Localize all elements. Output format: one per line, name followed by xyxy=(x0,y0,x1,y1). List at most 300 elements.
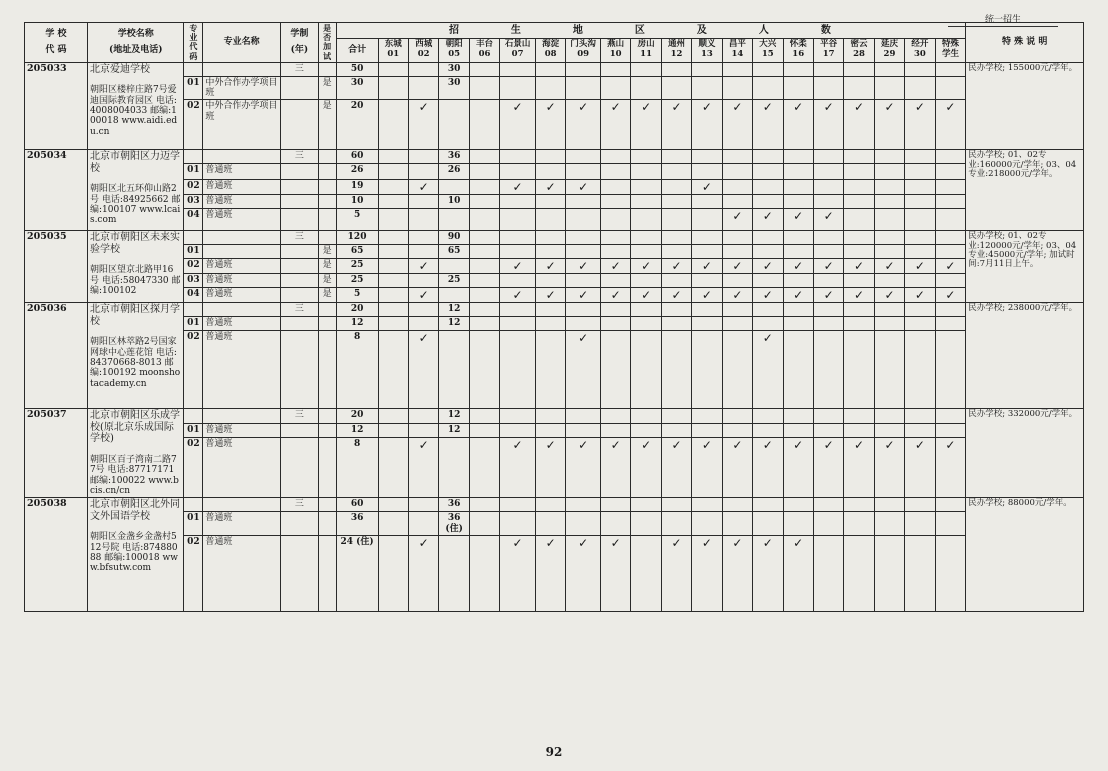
major-name: 普通班 xyxy=(203,164,281,180)
region-cell: 25 xyxy=(439,274,469,288)
region-cell xyxy=(378,437,408,498)
region-cell xyxy=(874,498,904,512)
major-name: 普通班 xyxy=(203,288,281,303)
check-mark-icon: ✓ xyxy=(600,437,630,498)
major-code: 02 xyxy=(184,536,203,612)
region-cell xyxy=(874,331,904,409)
region-code: 16 xyxy=(792,49,805,60)
check-mark-icon: ✓ xyxy=(661,536,691,612)
region-cell xyxy=(935,536,966,612)
school-code: 205035 xyxy=(25,231,88,303)
extra-test-header xyxy=(318,23,336,63)
region-name: 燕山 xyxy=(607,39,625,50)
region-cell xyxy=(874,317,904,331)
region-cell: 10 xyxy=(439,195,469,209)
region-header xyxy=(535,38,565,62)
school-summary-row xyxy=(25,498,1084,512)
major-code xyxy=(184,498,203,512)
region-cell xyxy=(631,498,661,512)
region-cell xyxy=(408,195,438,209)
check-mark-icon: ✓ xyxy=(722,437,752,498)
region-name: 平谷 xyxy=(820,39,838,50)
major-row xyxy=(25,437,1084,498)
region-cell xyxy=(408,231,438,245)
region-cell xyxy=(813,303,843,317)
school-address: 朝阳区金盏乡金盏村512号院 电话:87488088 邮编:100018 www.bfsutw.com xyxy=(89,532,178,574)
duration xyxy=(281,512,319,536)
region-cell: 30 xyxy=(439,62,469,76)
region-cell xyxy=(935,76,966,100)
major-code: 01 xyxy=(184,245,203,259)
check-mark-icon: ✓ xyxy=(722,259,752,274)
major-code: 02 xyxy=(184,437,203,498)
region-cell xyxy=(378,423,408,437)
check-mark-icon: ✓ xyxy=(500,180,536,195)
region-cell xyxy=(535,164,565,180)
region-cell xyxy=(753,62,783,76)
table-body xyxy=(25,62,1084,611)
school-name: 北京市朝阳区乐成学校(原北京乐成国际学校) xyxy=(89,410,180,445)
check-mark-icon: ✓ xyxy=(935,259,966,274)
check-mark-icon: ✓ xyxy=(535,259,565,274)
special-notes: 民办学校; 01、02专业:120000元/学年; 03、04专业:45000元/学年; 加试时间:7月11日上午。 xyxy=(966,231,1084,303)
check-mark-icon: ✓ xyxy=(600,259,630,274)
region-cell xyxy=(844,62,874,76)
check-mark-icon: ✓ xyxy=(844,259,874,274)
check-mark-icon: ✓ xyxy=(600,100,630,150)
region-cell xyxy=(935,331,966,409)
check-mark-icon: ✓ xyxy=(905,259,935,274)
region-cell xyxy=(753,245,783,259)
region-cell xyxy=(631,409,661,423)
major-total: 65 xyxy=(336,245,378,259)
region-cell xyxy=(905,303,935,317)
region-cell xyxy=(566,209,601,231)
check-mark-icon: ✓ xyxy=(566,536,601,612)
extra-test: 是 xyxy=(318,76,336,100)
major-code: 04 xyxy=(184,209,203,231)
major-name xyxy=(203,245,281,259)
region-cell xyxy=(378,288,408,303)
region-cell xyxy=(935,164,966,180)
region-header xyxy=(661,38,691,62)
major-row xyxy=(25,100,1084,150)
region-cell xyxy=(813,76,843,100)
check-mark-icon: ✓ xyxy=(661,437,691,498)
region-cell xyxy=(722,331,752,409)
region-cell xyxy=(469,317,499,331)
region-cell xyxy=(813,164,843,180)
check-mark-icon: ✓ xyxy=(905,100,935,150)
school-code-header xyxy=(25,23,88,63)
region-cell xyxy=(753,317,783,331)
check-mark-icon: ✓ xyxy=(753,209,783,231)
major-row xyxy=(25,331,1084,409)
major-row xyxy=(25,245,1084,259)
check-mark-icon: ✓ xyxy=(905,288,935,303)
school-code: 205038 xyxy=(25,498,88,612)
region-cell xyxy=(905,512,935,536)
extra-test xyxy=(318,317,336,331)
region-cell xyxy=(500,62,536,76)
major-total: 8 xyxy=(336,437,378,498)
region-code: 17 xyxy=(822,49,835,60)
school-total: 60 xyxy=(336,498,378,512)
region-cell xyxy=(378,164,408,180)
check-mark-icon: ✓ xyxy=(753,437,783,498)
check-mark-icon: ✓ xyxy=(783,288,813,303)
region-cell xyxy=(631,245,661,259)
region-cell xyxy=(566,512,601,536)
region-cell xyxy=(600,331,630,409)
region-cell xyxy=(408,303,438,317)
major-code-header xyxy=(184,23,203,63)
region-cell xyxy=(600,512,630,536)
region-code: 02 xyxy=(417,49,430,60)
region-code: 30 xyxy=(913,49,926,60)
region-cell xyxy=(753,409,783,423)
region-cell xyxy=(692,209,722,231)
duration: 三 xyxy=(281,409,319,423)
major-code: 03 xyxy=(184,195,203,209)
duration: 三 xyxy=(281,498,319,512)
major-total: 5 xyxy=(336,209,378,231)
region-cell xyxy=(661,209,691,231)
region-cell xyxy=(535,76,565,100)
region-name: 门头沟 xyxy=(570,39,596,50)
major-row xyxy=(25,76,1084,100)
major-code xyxy=(184,62,203,76)
duration xyxy=(281,195,319,209)
region-cell xyxy=(408,498,438,512)
region-cell xyxy=(631,209,661,231)
region-cell xyxy=(844,409,874,423)
major-name xyxy=(203,150,281,164)
region-cell xyxy=(753,195,783,209)
region-cell xyxy=(813,317,843,331)
region-cell xyxy=(378,498,408,512)
school-info xyxy=(87,150,184,231)
check-mark-icon: ✓ xyxy=(661,100,691,150)
region-cell xyxy=(469,259,499,274)
region-cell xyxy=(469,100,499,150)
region-cell xyxy=(566,150,601,164)
region-cell xyxy=(874,303,904,317)
region-cell xyxy=(905,150,935,164)
school-name-header-line: (地址及电话) xyxy=(108,45,163,56)
region-cell xyxy=(661,331,691,409)
region-cell xyxy=(692,317,722,331)
school-address: 朝阳区北五环仰山路2号 电话:84925662 邮编:100107 www.lcais.com xyxy=(89,184,181,226)
major-name: 普通班 xyxy=(203,536,281,612)
region-name: 石景山 xyxy=(504,39,531,50)
region-cell xyxy=(692,76,722,100)
special-notes: 民办学校; 155000元/学年。 xyxy=(966,62,1084,150)
region-cell xyxy=(935,150,966,164)
region-header xyxy=(500,38,536,62)
region-cell xyxy=(408,164,438,180)
region-cell xyxy=(753,164,783,180)
region-cell xyxy=(783,231,813,245)
region-cell xyxy=(566,498,601,512)
region-cell xyxy=(905,76,935,100)
major-name: 普通班 xyxy=(203,209,281,231)
region-cell xyxy=(566,245,601,259)
check-mark-icon: ✓ xyxy=(408,331,438,409)
region-cell xyxy=(661,274,691,288)
school-code: 205037 xyxy=(25,409,88,498)
extra-test xyxy=(318,536,336,612)
region-cell xyxy=(535,512,565,536)
duration-header xyxy=(281,23,319,63)
region-cell xyxy=(905,195,935,209)
extra-test xyxy=(318,303,336,317)
region-cell xyxy=(753,498,783,512)
check-mark-icon: ✓ xyxy=(874,259,904,274)
region-header xyxy=(408,38,438,62)
major-name: 普通班 xyxy=(203,180,281,195)
check-mark-icon: ✓ xyxy=(783,100,813,150)
major-name xyxy=(203,231,281,245)
region-cell xyxy=(535,274,565,288)
school-name: 北京市朝阳区探月学校 xyxy=(89,304,180,327)
region-cell: 90 xyxy=(439,231,469,245)
check-mark-icon: ✓ xyxy=(566,180,601,195)
major-row xyxy=(25,180,1084,195)
region-cell xyxy=(844,231,874,245)
region-code: 09 xyxy=(577,49,590,60)
school-total: 50 xyxy=(336,62,378,76)
school-address: 朝阳区楼梓庄路7号爱迪国际教育园区 电话:4008004033 邮编:100018 www.aidi.edu.cn xyxy=(89,85,178,137)
region-cell xyxy=(844,498,874,512)
school-total: 20 xyxy=(336,303,378,317)
region-cell xyxy=(905,409,935,423)
check-mark-icon: ✓ xyxy=(813,437,843,498)
check-mark-icon: ✓ xyxy=(408,259,438,274)
region-name: 西城 xyxy=(415,39,433,50)
major-row xyxy=(25,195,1084,209)
region-cell: 30 xyxy=(439,76,469,100)
check-mark-icon: ✓ xyxy=(692,536,722,612)
duration: 三 xyxy=(281,62,319,76)
region-cell xyxy=(753,423,783,437)
region-header xyxy=(439,38,469,62)
region-name: 密云 xyxy=(850,39,868,50)
region-cell xyxy=(469,76,499,100)
region-header xyxy=(469,38,499,62)
region-header xyxy=(813,38,843,62)
region-cell xyxy=(439,180,469,195)
region-cell xyxy=(874,231,904,245)
region-cell xyxy=(813,498,843,512)
check-mark-icon: ✓ xyxy=(500,288,536,303)
region-cell xyxy=(469,245,499,259)
region-cell xyxy=(813,231,843,245)
school-info xyxy=(87,231,184,303)
region-cell xyxy=(469,331,499,409)
region-cell xyxy=(661,317,691,331)
region-cell xyxy=(600,76,630,100)
duration xyxy=(281,180,319,195)
check-mark-icon: ✓ xyxy=(722,536,752,612)
duration-header-line: 学制 xyxy=(290,29,309,40)
region-cell xyxy=(661,195,691,209)
region-cell xyxy=(661,245,691,259)
table-header xyxy=(25,23,1084,63)
region-code: 10 xyxy=(609,49,622,60)
region-cell xyxy=(783,150,813,164)
region-cell xyxy=(500,195,536,209)
duration xyxy=(281,245,319,259)
region-cell xyxy=(408,317,438,331)
region-cell xyxy=(692,195,722,209)
check-mark-icon: ✓ xyxy=(631,288,661,303)
region-cell xyxy=(535,231,565,245)
region-cell xyxy=(905,317,935,331)
region-cell xyxy=(783,409,813,423)
region-cell xyxy=(378,195,408,209)
region-cell xyxy=(722,498,752,512)
major-code: 01 xyxy=(184,164,203,180)
major-name: 普通班 xyxy=(203,274,281,288)
check-mark-icon: ✓ xyxy=(600,288,630,303)
region-cell xyxy=(905,231,935,245)
region-header xyxy=(844,38,874,62)
region-cell xyxy=(935,245,966,259)
region-name: 经开 xyxy=(911,39,929,50)
school-info xyxy=(87,498,184,612)
region-cell xyxy=(378,259,408,274)
region-cell xyxy=(469,512,499,536)
region-cell xyxy=(844,150,874,164)
region-cell xyxy=(874,409,904,423)
duration xyxy=(281,259,319,274)
major-name: 中外合作办学项目班 xyxy=(203,100,281,150)
major-name xyxy=(203,498,281,512)
check-mark-icon: ✓ xyxy=(408,437,438,498)
region-cell xyxy=(535,209,565,231)
major-total: 25 xyxy=(336,274,378,288)
region-cell xyxy=(408,423,438,437)
region-cell xyxy=(535,317,565,331)
region-cell xyxy=(469,209,499,231)
major-name xyxy=(203,62,281,76)
region-cell xyxy=(631,512,661,536)
major-row xyxy=(25,288,1084,303)
region-cell xyxy=(439,100,469,150)
region-cell xyxy=(783,423,813,437)
region-cell xyxy=(535,150,565,164)
major-code: 02 xyxy=(184,100,203,150)
major-code: 02 xyxy=(184,180,203,195)
check-mark-icon: ✓ xyxy=(631,100,661,150)
page-number: 92 xyxy=(545,745,563,759)
region-cell xyxy=(378,100,408,150)
region-cell xyxy=(844,423,874,437)
major-name: 普通班 xyxy=(203,512,281,536)
region-cell xyxy=(631,164,661,180)
check-mark-icon: ✓ xyxy=(935,288,966,303)
region-cell xyxy=(500,150,536,164)
region-cell xyxy=(874,62,904,76)
check-mark-icon: ✓ xyxy=(692,437,722,498)
school-code: 205036 xyxy=(25,303,88,409)
check-mark-icon: ✓ xyxy=(566,331,601,409)
header-row-1 xyxy=(25,23,1084,39)
major-total: 5 xyxy=(336,288,378,303)
region-cell xyxy=(408,409,438,423)
extra-test xyxy=(318,512,336,536)
region-cell xyxy=(935,317,966,331)
region-cell xyxy=(631,536,661,612)
major-code xyxy=(184,231,203,245)
region-cell xyxy=(692,274,722,288)
region-cell xyxy=(535,303,565,317)
school-name: 北京爱迪学校 xyxy=(89,63,150,75)
school-address: 朝阳区百子湾南二路77号 电话:87717171 邮编:100022 www.bcis.cn/cn xyxy=(89,454,179,496)
region-cell xyxy=(500,498,536,512)
region-cell xyxy=(874,423,904,437)
check-mark-icon: ✓ xyxy=(500,100,536,150)
extra-test xyxy=(318,150,336,164)
check-mark-icon: ✓ xyxy=(535,437,565,498)
region-cell xyxy=(600,303,630,317)
region-cell xyxy=(469,164,499,180)
region-cell xyxy=(692,331,722,409)
check-mark-icon: ✓ xyxy=(661,259,691,274)
region-cell xyxy=(692,512,722,536)
check-mark-icon: ✓ xyxy=(813,259,843,274)
region-title-header xyxy=(336,23,966,39)
region-cell xyxy=(661,180,691,195)
region-name: 海淀 xyxy=(542,39,560,50)
major-total: 26 xyxy=(336,164,378,180)
region-cell xyxy=(378,317,408,331)
duration xyxy=(281,437,319,498)
region-cell xyxy=(722,274,752,288)
school-summary-row xyxy=(25,231,1084,245)
region-cell: 12 xyxy=(439,423,469,437)
school-total: 60 xyxy=(336,150,378,164)
region-cell xyxy=(722,76,752,100)
region-cell xyxy=(753,76,783,100)
major-name: 普通班 xyxy=(203,423,281,437)
region-cell xyxy=(378,180,408,195)
region-cell xyxy=(469,288,499,303)
check-mark-icon: ✓ xyxy=(408,536,438,612)
region-cell xyxy=(439,536,469,612)
major-code: 04 xyxy=(184,288,203,303)
region-cell xyxy=(813,512,843,536)
check-mark-icon: ✓ xyxy=(813,100,843,150)
region-cell xyxy=(378,209,408,231)
region-cell xyxy=(439,288,469,303)
school-address: 朝阳区林萃路2号国家网球中心莲花馆 电话:84370668-8013 邮编:100192 moonshotacademy.cn xyxy=(89,337,181,389)
region-cell xyxy=(905,180,935,195)
special-notes: 民办学校; 88000元/学年。 xyxy=(966,498,1084,612)
major-name: 中外合作办学项目班 xyxy=(203,76,281,100)
major-total: 12 xyxy=(336,423,378,437)
check-mark-icon: ✓ xyxy=(783,536,813,612)
extra-test xyxy=(318,331,336,409)
major-name-header xyxy=(203,23,281,63)
region-cell xyxy=(378,62,408,76)
extra-test xyxy=(318,209,336,231)
check-mark-icon: ✓ xyxy=(566,288,601,303)
region-cell xyxy=(874,274,904,288)
region-cell xyxy=(783,274,813,288)
region-cell xyxy=(600,164,630,180)
